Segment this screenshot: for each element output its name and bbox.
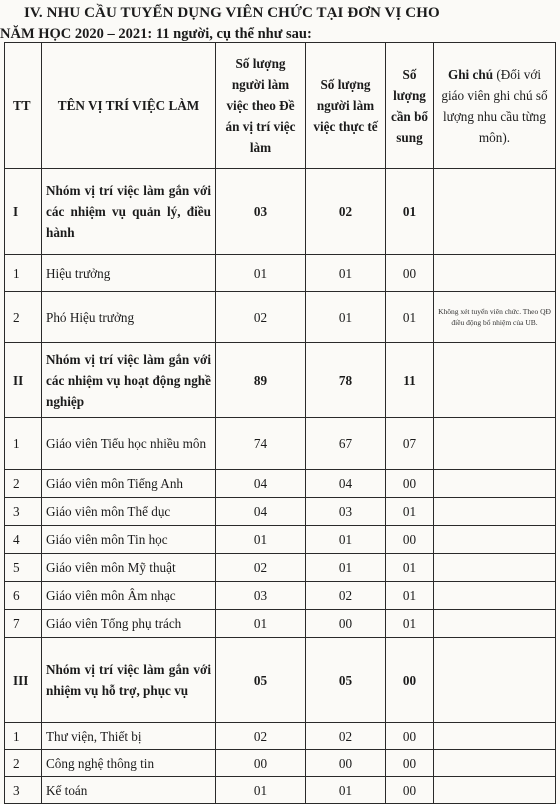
row-position-name: Giáo viên Tổng phụ trách — [42, 610, 216, 638]
table-row — [5, 255, 556, 292]
row-position-name: Giáo viên môn Âm nhạc — [42, 582, 216, 610]
header-note-bold: Ghi chú — [447, 66, 494, 82]
table-row — [5, 169, 556, 255]
row-needed: 00 — [386, 255, 434, 292]
row-position-name: Nhóm vị trí việc làm gắn với các nhiệm vụ hoạt động nghề nghiệp — [42, 343, 216, 418]
row-tt: 4 — [5, 526, 42, 554]
row-note — [434, 750, 556, 777]
row-actual: 02 — [306, 723, 386, 750]
row-needed: 11 — [386, 343, 434, 418]
row-note — [434, 470, 556, 498]
table-row — [5, 554, 556, 582]
recruitment-table — [4, 42, 556, 804]
row-needed: 01 — [386, 169, 434, 255]
row-position-name: Phó Hiệu trưởng — [42, 292, 216, 343]
row-planned: 01 — [216, 526, 306, 554]
row-needed: 00 — [386, 777, 434, 804]
row-planned: 02 — [216, 292, 306, 343]
row-planned: 03 — [216, 582, 306, 610]
row-needed: 00 — [386, 750, 434, 777]
row-tt: 2 — [5, 470, 42, 498]
header-tt: TT — [5, 43, 42, 169]
row-planned: 89 — [216, 343, 306, 418]
row-actual: 00 — [306, 750, 386, 777]
header-needed: Số lượng cần bổ sung — [386, 43, 434, 169]
header-planned: Số lượng người làm việc theo Đề án vị trí việc làm — [216, 43, 306, 169]
row-actual: 02 — [306, 582, 386, 610]
table-row — [5, 292, 556, 343]
row-actual: 01 — [306, 255, 386, 292]
row-position-name: Giáo viên môn Thể dục — [42, 498, 216, 526]
table-row — [5, 498, 556, 526]
row-tt: 6 — [5, 582, 42, 610]
row-tt: 1 — [5, 418, 42, 470]
row-needed: 07 — [386, 418, 434, 470]
heading-line-2: NĂM HỌC 2020 – 2021: 11 người, cụ thể như sau: — [0, 26, 312, 42]
row-planned: 05 — [216, 638, 306, 723]
row-note: Không xét tuyển viên chức. Theo QĐ điều động bổ nhiệm của UB. — [434, 292, 556, 343]
heading-line-1: IV. NHU CẦU TUYỂN DỤNG VIÊN CHỨC TẠI ĐƠN VỊ CHO — [24, 5, 440, 21]
table-row — [5, 723, 556, 750]
row-tt: 1 — [5, 723, 42, 750]
table-row — [5, 750, 556, 777]
table-row — [5, 610, 556, 638]
row-needed: 01 — [386, 498, 434, 526]
row-planned: 01 — [216, 610, 306, 638]
row-tt: 7 — [5, 610, 42, 638]
row-actual: 00 — [306, 610, 386, 638]
row-actual: 78 — [306, 343, 386, 418]
row-planned: 02 — [216, 723, 306, 750]
row-needed: 01 — [386, 582, 434, 610]
row-position-name: Công nghệ thông tin — [42, 750, 216, 777]
row-actual: 67 — [306, 418, 386, 470]
row-tt: I — [5, 169, 42, 255]
row-note — [434, 777, 556, 804]
row-needed: 00 — [386, 526, 434, 554]
row-planned: 01 — [216, 777, 306, 804]
row-tt: 3 — [5, 777, 42, 804]
row-tt: 3 — [5, 498, 42, 526]
row-note — [434, 343, 556, 418]
row-actual: 01 — [306, 292, 386, 343]
table-row — [5, 582, 556, 610]
row-needed: 00 — [386, 723, 434, 750]
row-actual: 01 — [306, 554, 386, 582]
header-note-rest: (Đối với giáo viên ghi chú số lượng nhu cầu từng môn). — [441, 66, 548, 145]
row-position-name: Giáo viên môn Tin học — [42, 526, 216, 554]
row-actual: 03 — [306, 498, 386, 526]
row-actual: 04 — [306, 470, 386, 498]
row-actual: 02 — [306, 169, 386, 255]
table-row — [5, 418, 556, 470]
row-tt: 2 — [5, 292, 42, 343]
row-position-name: Nhóm vị trí việc làm gắn với nhiệm vụ hỗ trợ, phục vụ — [42, 638, 216, 723]
row-planned: 02 — [216, 554, 306, 582]
row-tt: III — [5, 638, 42, 723]
table-header-row — [5, 43, 556, 169]
row-needed: 00 — [386, 638, 434, 723]
row-planned: 74 — [216, 418, 306, 470]
row-needed: 00 — [386, 470, 434, 498]
row-note — [434, 255, 556, 292]
row-note — [434, 169, 556, 255]
row-planned: 04 — [216, 498, 306, 526]
row-note — [434, 582, 556, 610]
table-row — [5, 777, 556, 804]
row-note — [434, 610, 556, 638]
row-note — [434, 498, 556, 526]
row-needed: 01 — [386, 554, 434, 582]
row-position-name: Giáo viên môn Tiếng Anh — [42, 470, 216, 498]
row-planned: 03 — [216, 169, 306, 255]
header-position: TÊN VỊ TRÍ VIỆC LÀM — [42, 43, 216, 169]
row-position-name: Nhóm vị trí việc làm gắn với các nhiệm vụ quản lý, điều hành — [42, 169, 216, 255]
row-needed: 01 — [386, 610, 434, 638]
row-position-name: Kế toán — [42, 777, 216, 804]
header-note — [434, 43, 556, 169]
table-row — [5, 343, 556, 418]
row-planned: 00 — [216, 750, 306, 777]
row-note — [434, 554, 556, 582]
row-position-name: Giáo viên môn Mỹ thuật — [42, 554, 216, 582]
row-tt: 5 — [5, 554, 42, 582]
table-row — [5, 526, 556, 554]
row-planned: 01 — [216, 255, 306, 292]
table-row — [5, 470, 556, 498]
table-row — [5, 638, 556, 723]
row-note — [434, 418, 556, 470]
row-tt: 2 — [5, 750, 42, 777]
row-tt: 1 — [5, 255, 42, 292]
row-actual: 05 — [306, 638, 386, 723]
row-tt: II — [5, 343, 42, 418]
row-note — [434, 723, 556, 750]
row-position-name: Thư viện, Thiết bị — [42, 723, 216, 750]
row-note — [434, 638, 556, 723]
row-position-name: Hiệu trưởng — [42, 255, 216, 292]
row-position-name: Giáo viên Tiểu học nhiều môn — [42, 418, 216, 470]
row-actual: 01 — [306, 526, 386, 554]
row-needed: 01 — [386, 292, 434, 343]
row-planned: 04 — [216, 470, 306, 498]
row-note — [434, 526, 556, 554]
row-actual: 01 — [306, 777, 386, 804]
header-actual: Số lượng người làm việc thực tế — [306, 43, 386, 169]
